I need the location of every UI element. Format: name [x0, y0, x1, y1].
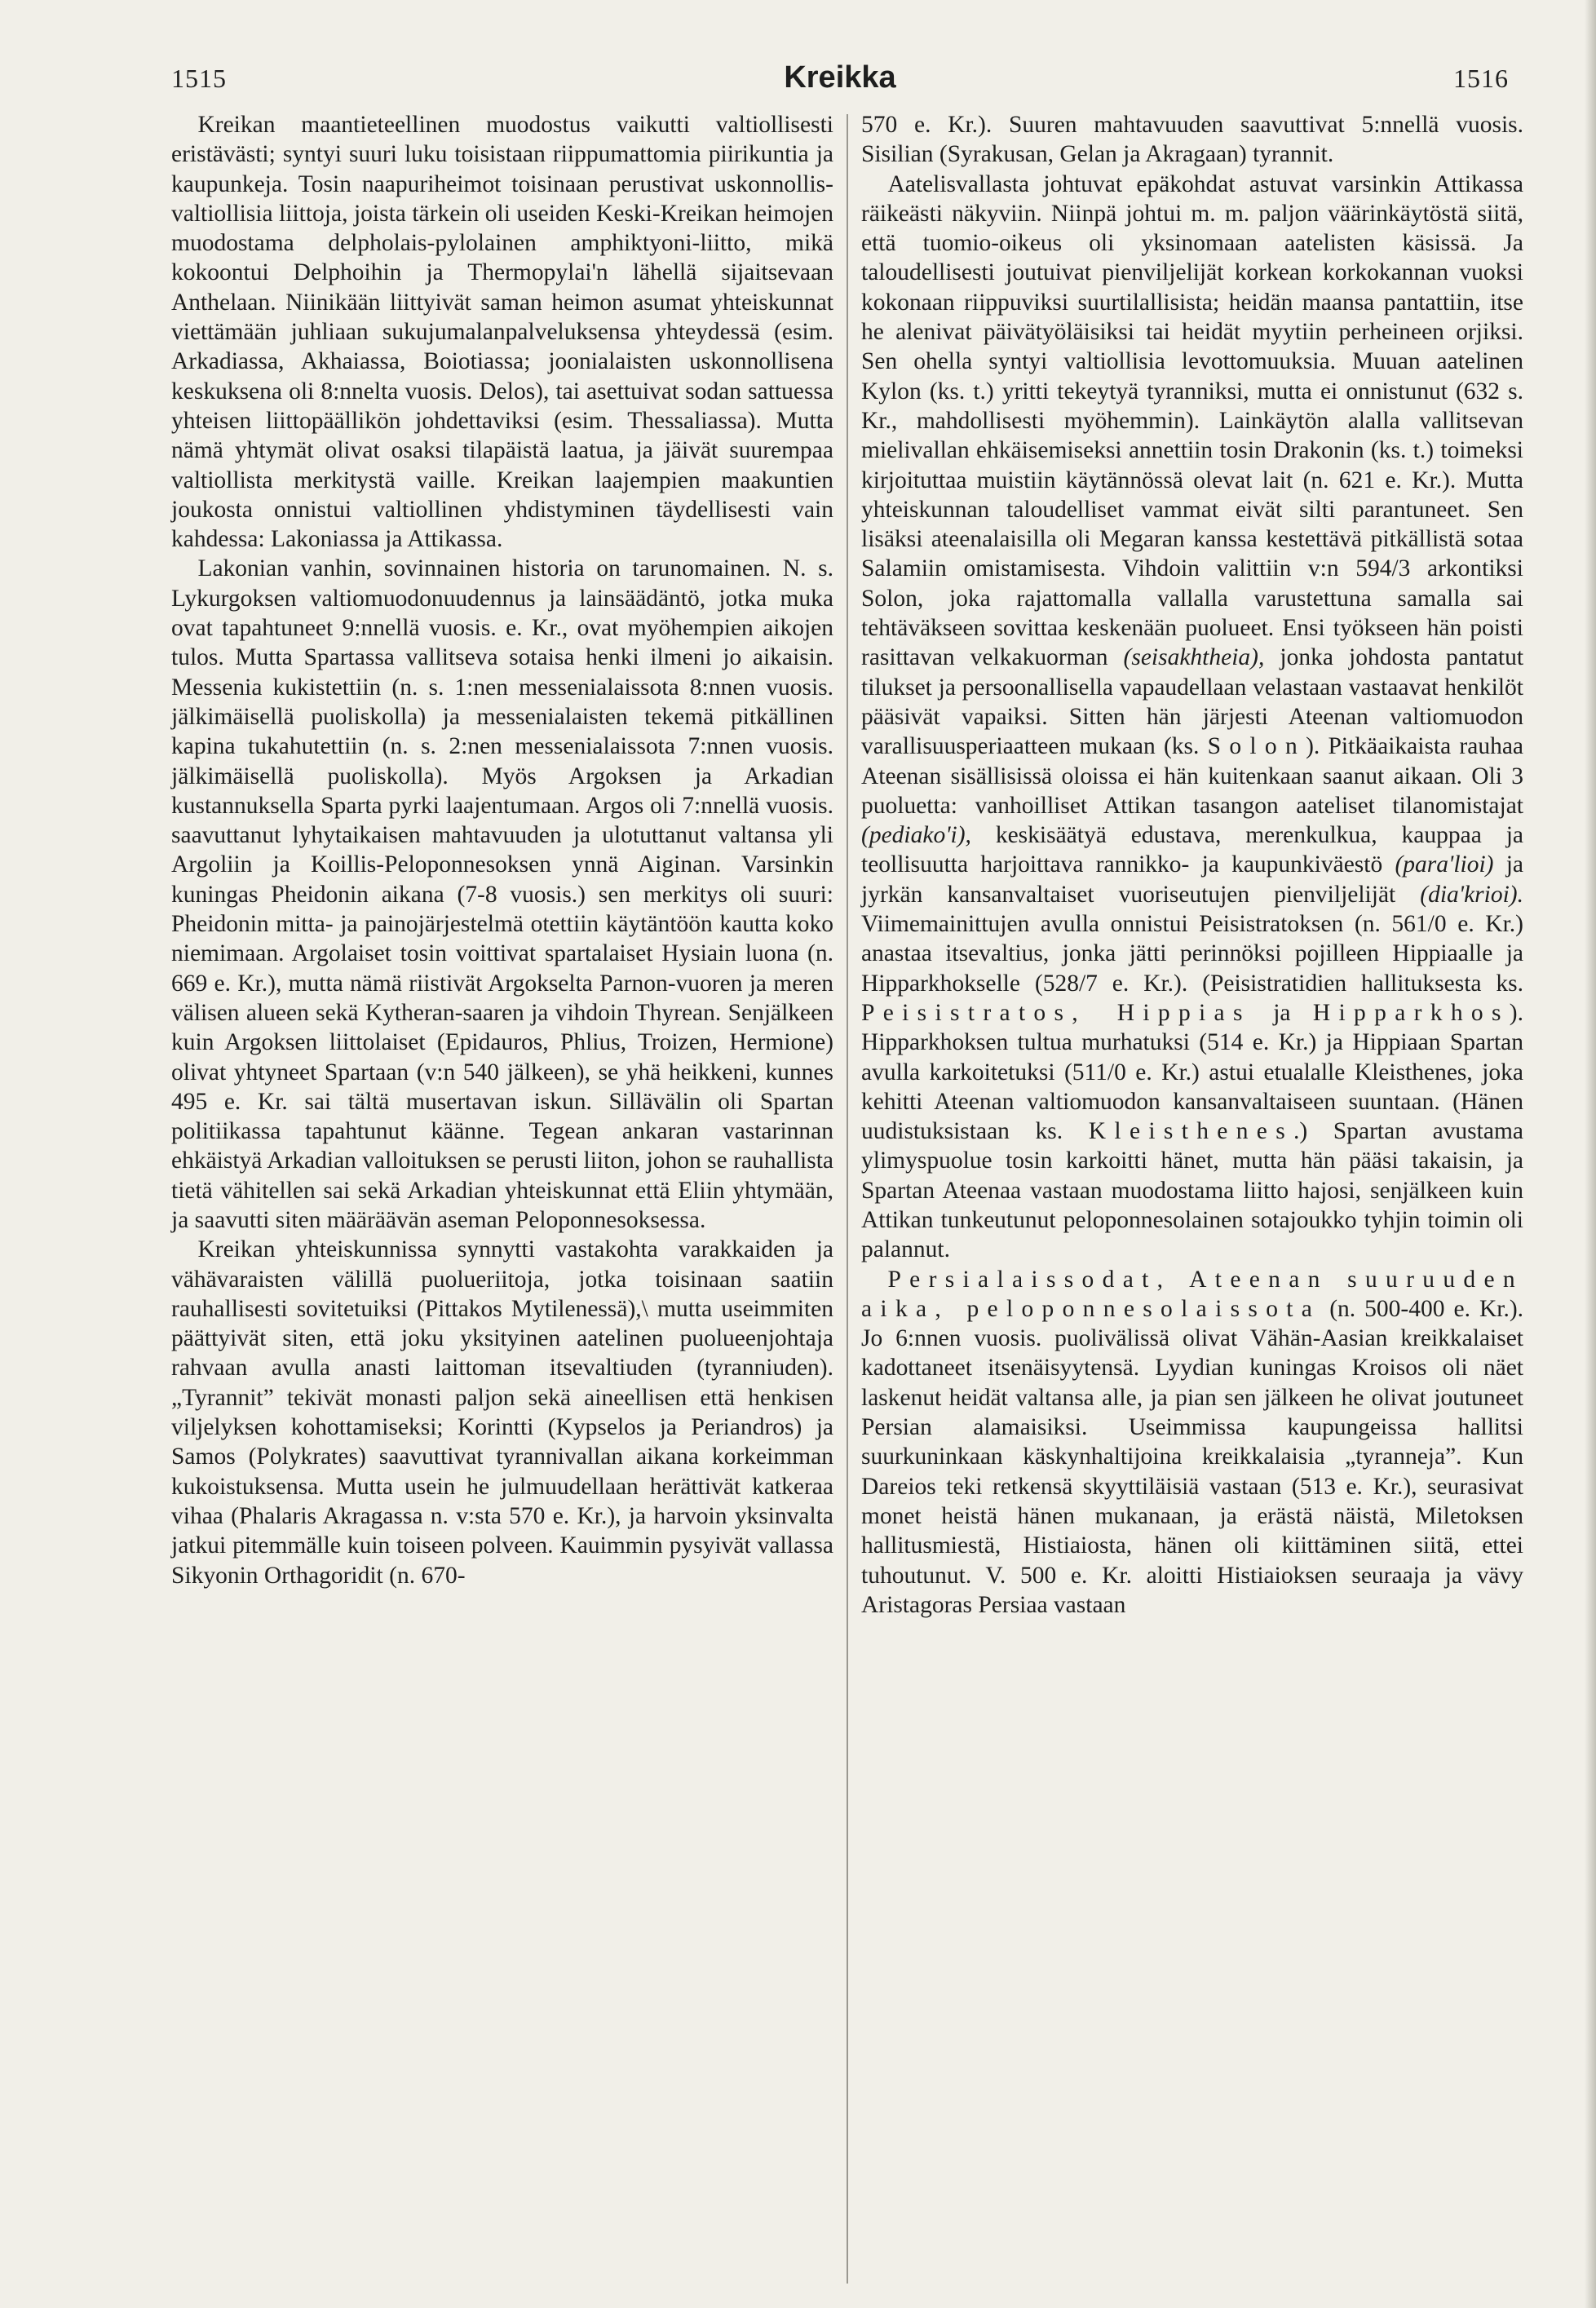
- paragraph-tyrants-continued: 570 e. Kr.). Suuren mahtavuuden saavuttivat 5:nnellä vuosis. Sisilian (Syrakusan, Gelan ja Akragaan) tyrannit.: [861, 112, 1523, 168]
- paragraph-political-structure: Kreikan maantieteellinen muodostus vaikutti valtiollisesti eristävästi; syntyi suuri luku toisistaan riippumattomia piirikuntia ja kaupunkeja. Tosin naapuriheimot toisinaan perustivat uskonnollis-valtiollisia liittoja, joista tärkein oli useiden Keski-Kreikan heimojen muodostama delpholais-pylolainen amphiktyoni-liitto, mikä kokoontui Delphoihin ja Thermopylai'n lähellä sijaitsevaan Anthelaan. Niinikään liittyivät saman heimon asumat yhteiskunnat viettämään juhliaan sukujumalanpalveluksensa yhteydessä (esim. Arkadiassa, Akhaiassa, Boiotiassa; joonialaisten uskonnollisena keskuksena oli 8:nnelta vuosis. Delos), tai asettuivat sodan sattuessa yhteisen liittopäällikön johdettaviksi (esim. Thessaliassa). Mutta nämä yhtymät olivat osaksi tilapäistä laatua, ja jäivät suurempaa valtiollista merkitystä vaille. Kreikan laajempien maakuntien joukosta onnistui valtiollinen yhdistyminen täydellisesti vain kahdessa: Lakoniassa ja Attikassa.: [171, 112, 833, 553]
- section-heading-spaced: Persialaissodat, Ateenan suuruuden aika, peloponnesolaissota: [861, 1266, 1523, 1322]
- column-divider: [847, 114, 848, 2284]
- text-segment: Aatelisvallasta johtuvat epäkohdat astuvat varsinkin Attikassa räikeästi näkyviin. Niinpä johtui m. m. paljon väärinkäytöstä siitä, että tuomio-oikeus oli yksinomaan aatelisten käsissä. Ja taloudellisesti joutuivat pienviljelijät korkean korkokannan vuoksi kokonaan riippuviksi suurtilallisista; heidän maansa pantattiin, itse he alenivat päivätyöläisiksi tai heidät myytiin perheineen orjiksi. Sen ohella syntyi valtiollisia levottomuuksia. Muuan aatelinen Kylon (ks. t.) yritti tekeytyä tyranniksi, mutta ei onnistunut (632 s. Kr., mahdollisesti myöhemmin). Lainkäytön alalla vallitsevan mielivallan ehkäisemiseksi annettiin tosin Drakonin (ks. t.) toimeksi kirjoituttaa muistiin käytännössä olevat lait (n. 621 e. Kr.). Mutta yhteiskunnan taloudelliset vammat eivät silti parantuneet. Sen lisäksi ateenalaisilla oli Megaran kanssa kestettävä pitkällistä sotaa Salamiin omistamisesta. Vihdoin valittiin v:n 594/3 arkontiksi Solon, joka rajattomalla vallalla varustettuna samalla sai tehtäväkseen sovittaa keskenään puolueet. Ensi työkseen hän poisti rasittavan velkakuorman: [861, 170, 1523, 671]
- page-number-left: 1515: [171, 64, 227, 93]
- italic-term: (dia'krioi).: [1420, 881, 1523, 908]
- cross-reference: Solon: [1207, 733, 1306, 760]
- paragraph-tyrants: Kreikan yhteiskunnissa synnytti vastakohta varakkaiden ja vähävaraisten välillä puolueriitoja, jotka toisinaan saatiin rauhallisesti sovitetuiksi (Pittakos Mytilenessä),\ mutta useimmiten päättyivät siten, että joku yksityinen aatelinen puolueenjohtaja rahvaan avulla anasti laittoman itsevaltiuden (tyranniuden). „Tyrannit” tekivät monasti paljon sekä aineellisen että henkisen viljelyksen kohottamiseksi; Korintti (Kypselos ja Periandros) ja Samos (Polykrates) saavuttivat tyrannivallan aikana korkeimman kukoistuksensa. Mutta usein he julmuudellaan herättivät katkeraa vihaa (Phalaris Akragassa n. v:sta 570 e. Kr.), ja harvoin yksinvalta jatkui pitemmälle kuin toiseen polveen. Kauimmin pysyivät vallassa Sikyonin Orthagoridit (n. 670-: [171, 1236, 833, 1589]
- italic-term: (pediako'i),: [861, 822, 971, 849]
- right-column: [861, 110, 1523, 1620]
- paragraph-lakonia: Lakonian vanhin, sovinnainen historia on tarunomainen. N. s. Lykurgoksen valtiomuodonuudennus ja lainsäädäntö, jotka muka ovat tapahtuneet 9:nnellä vuosis. e. Kr., ovat myöhempien aikojen tulos. Mutta Spartassa vallitseva sotaisa henki ilmeni jo aikaisin. Messenia kukistettiin (n. s. 1:nen messenialaissota 8:nnen vuosis. jälkimäisellä puoliskolla) ja messenialaisten tekemä pitkällinen kapina tukahutettiin (n. s. 2:nen messenialaissota 7:nnen vuosis. jälkimäisellä puoliskolla). Myös Argoksen ja Arkadian kustannuksella Sparta pyrki laajentumaan. Argos oli 7:nnellä vuosis. saavuttanut lyhytaikaisen mahtavuuden ja ulotuttanut valtansa yli Argoliin ja Koillis-Peloponnesoksen ynnä Aiginan. Varsinkin kuningas Pheidonin aikana (7-8 vuosis.) sen merkitys oli suuri: Pheidonin mitta- ja painojärjestelmä otettiin käytäntöön kautta koko niemimaan. Argolaiset tosin voittivat spartalaiset Hysiain luona (n. 669 e. Kr.), mutta nämä riistivät Argokselta Parnon-vuoren ja meren välisen alueen sekä Kytheran-saaren ja vihdoin Thyrean. Senjälkeen kuin Argoksen liittolaiset (Epidauros, Phlius, Troizen, Hermione) olivat yhtyneet Spartaan (v:n 540 jälkeen), se yhä heikkeni, kunnes 495 e. Kr. sai tältä musertavan iskun. Sillävälin oli Spartan politiikassa tapahtunut käänne. Tegean ankaran vastarinnan ehkäistyä Arkadian valloituksen se perusti liiton, johon se rauhallista tietä vähitellen sai sekä Arkadian yhteiskunnat että Eliin yhtymään, ja saavutti siten määräävän aseman Peloponnesoksessa.: [171, 555, 833, 1233]
- cross-reference: Hipparkhos: [1312, 999, 1510, 1026]
- text-segment: .) Spartan avustama ylimyspuolue tosin karkoitti hänet, mutta hän pääsi takaisin, ja Spartan Ateenaa vastaan muodostama liitto hajosi, senjälkeen kuin Attikan tunkeutunut peloponnesolainen sotajoukko tyhjin toimin oli palannut.: [861, 1118, 1523, 1263]
- text-segment: jonka johdosta pantatut tilukset ja persoonallisella vapaudellaan velastaan vastaavat henkilöt pääsivät vapaiksi. Sitten hän järjesti Ateenan valtiomuodon varallisuusperiaatteen mukaan (ks.: [861, 644, 1524, 760]
- page-number-right: 1516: [1453, 64, 1509, 93]
- text-segment: ). Hipparkhoksen tultua murhatuksi (514 e. Kr.) ja Hippiaan Spartan avulla karkoitetuksi (511/0 e. Kr.) astui etualalle Kleisthenes, joka kehitti Ateenan valtiomuodon kansanvaltaiseen suuntaan. (Hänen uudistuksistaan ks.: [861, 999, 1523, 1145]
- page-header: [171, 60, 1509, 104]
- cross-reference: Kleisthenes: [1088, 1118, 1294, 1145]
- paragraph-persian-wars: [861, 1265, 1523, 1620]
- text-segment: (n. 500-400 e. Kr.). Jo 6:nnen vuosis. puolivälissä olivat Vähän-Aasian kreikkalaiset kadottaneet itsenäisyytensä. Lyydian kuningas Kroisos oli näet laskenut heidät valtansa alle, ja pian sen jälkeen he olivat joutuneet Persian alamaisiksi. Useimmissa kaupungeissa hallitsi suurkuninkaan käskynhaltijoina kreikkalaisia „tyranneja”. Kun Dareios teki retkensä skyyttiläisiä vastaan (513 e. Kr.), seurasivat monet heistä hänen mukanaan, ja erästä näistä, Miletoksen hallitusmiestä, Histiaiosta, hänen oli kiittäminen siitä, ettei tuhoutunut. V. 500 e. Kr. aloitti Histiaioksen seuraaja ja vävy Aristagoras Persiaa vastaan: [861, 1295, 1524, 1618]
- left-column: [171, 110, 833, 1590]
- paragraph-attika: [861, 170, 1523, 1265]
- cross-reference: Peisistratos, Hippias: [861, 999, 1251, 1026]
- italic-term: (seisakhtheia),: [1123, 644, 1265, 671]
- page-edge-shadow: [1585, 0, 1596, 2308]
- text-segment: ja: [1273, 999, 1291, 1026]
- italic-term: (para'lioi): [1395, 851, 1494, 878]
- text-segment: Viimemainittujen avulla onnistui Peisistratoksen (n. 561/0 e. Kr.) anastaa itsevaltius, jonka jätti perinnöksi pojilleen Hippiaalle ja Hipparkhokselle (528/7 e. Kr.). (Peisistratidien hallituksesta ks.: [861, 911, 1523, 997]
- text-segment: ja jyrkän kansanvaltaiset vuoriseutujen pienviljelijät: [861, 851, 1523, 908]
- running-title: Kreikka: [784, 60, 896, 95]
- text-segment: keskisäätyä edustava, merenkulkua, kauppaa ja teollisuutta harjoittava rannikko- ja kaupunkiväestö: [861, 822, 1524, 878]
- text-segment: ). Pitkäaikaista rauhaa Ateenan sisällisissä oloissa ei hän kuitenkaan saanut aikaan. Oli 3 puoluetta: vanhoilliset Attikan tasangon aateliset tilanomistajat: [861, 733, 1524, 819]
